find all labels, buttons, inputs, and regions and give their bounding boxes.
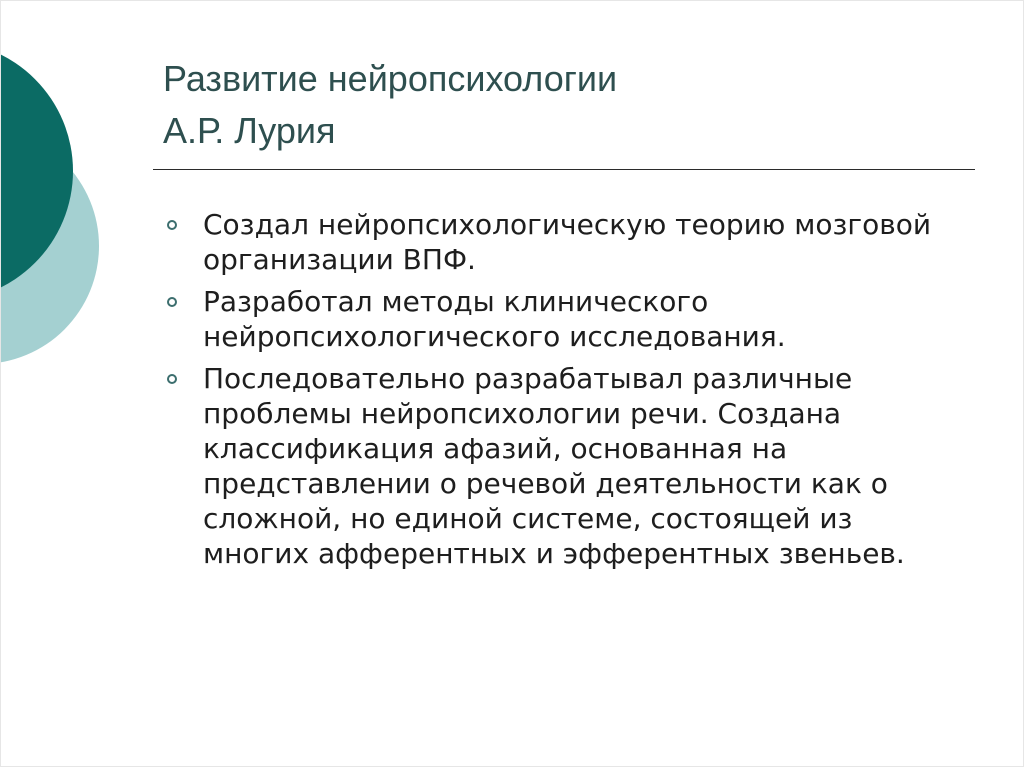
slide-title xyxy=(163,53,943,157)
title-divider xyxy=(153,169,975,170)
decorative-circles xyxy=(1,1,181,421)
bullet-item xyxy=(161,361,961,571)
bullet-text: Создал нейропсихологическую теорию мозговой организации ВПФ. xyxy=(203,208,932,276)
bullet-item xyxy=(161,207,961,277)
title-line-1: Развитие нейропсихологии xyxy=(163,58,618,99)
title-line-2: А.Р. Лурия xyxy=(163,110,336,151)
bullet-list xyxy=(161,207,961,578)
bullet-text: Последовательно разрабатывал различные проблемы нейропсихологии речи. Создана классификация афазий, основанная на представлении о речевой деятельности как о сложной, но единой системе, состоящей из многих афферентных и эфферентных звеньев. xyxy=(203,362,905,570)
bullet-circle-icon xyxy=(167,297,177,307)
bullet-text: Разработал методы клинического нейропсихологического исследования. xyxy=(203,285,786,353)
bullet-item xyxy=(161,284,961,354)
bullet-circle-icon xyxy=(167,220,177,230)
bullet-circle-icon xyxy=(167,374,177,384)
